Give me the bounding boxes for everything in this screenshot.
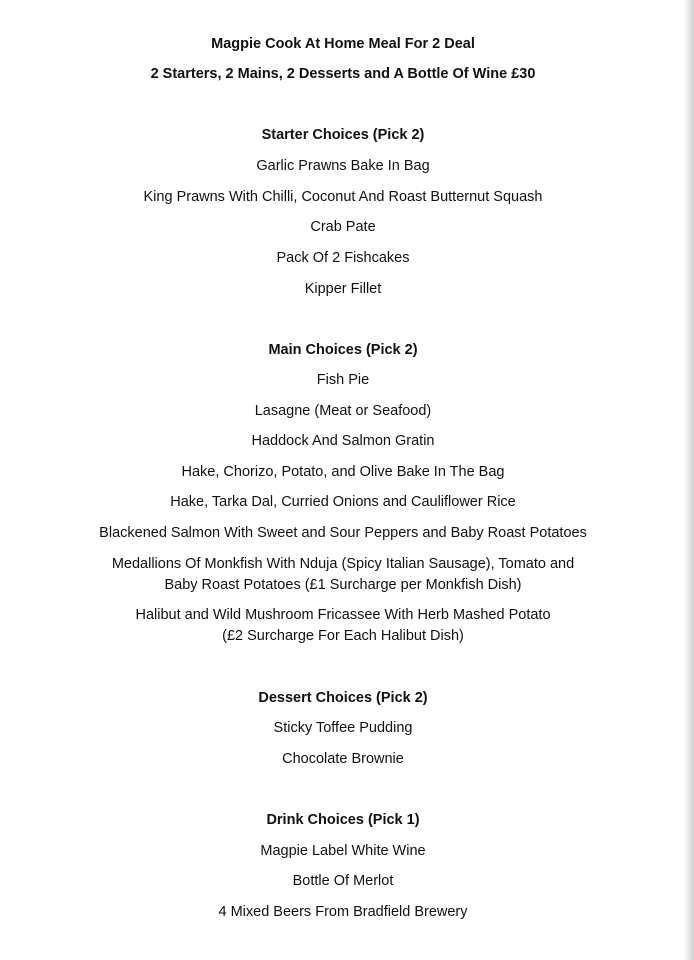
main-item: Hake, Chorizo, Potato, and Olive Bake In The Bag: [181, 464, 505, 480]
dessert-item: Chocolate Brownie: [282, 751, 404, 767]
starter-item: Crab Pate: [310, 219, 376, 235]
main-item-monkfish-line2: Baby Roast Potatoes (£1 Surcharge per Monkfish Dish): [164, 577, 522, 593]
drink-heading: Drink Choices (Pick 1): [266, 812, 420, 828]
starter-heading: Starter Choices (Pick 2): [261, 127, 425, 143]
drink-item: Bottle Of Merlot: [292, 873, 394, 889]
main-item-halibut-line1: Halibut and Wild Mushroom Fricassee With Herb Mashed Potato: [135, 607, 551, 623]
main-item: Blackened Salmon With Sweet and Sour Peppers and Baby Roast Potatoes: [99, 525, 587, 541]
drink-item: Magpie Label White Wine: [260, 843, 426, 859]
deal-subtitle: 2 Starters, 2 Mains, 2 Desserts and A Bottle Of Wine £30: [150, 66, 536, 82]
main-heading: Main Choices (Pick 2): [268, 342, 418, 358]
starter-item: Garlic Prawns Bake In Bag: [256, 158, 430, 174]
main-item: Hake, Tarka Dal, Curried Onions and Cauliflower Rice: [170, 494, 516, 510]
page-edge-shadow: [684, 0, 694, 960]
main-item: Haddock And Salmon Gratin: [251, 433, 435, 449]
starter-item: Kipper Fillet: [304, 281, 382, 297]
main-item: Fish Pie: [316, 372, 370, 388]
main-item-monkfish-line1: Medallions Of Monkfish With Nduja (Spicy Italian Sausage), Tomato and: [111, 556, 575, 572]
main-item-halibut-line2: (£2 Surcharge For Each Halibut Dish): [222, 628, 464, 644]
starter-item: King Prawns With Chilli, Coconut And Roast Butternut Squash: [143, 189, 543, 205]
main-item: Lasagne (Meat or Seafood): [254, 403, 432, 419]
dessert-heading: Dessert Choices (Pick 2): [258, 690, 428, 706]
drink-item: 4 Mixed Beers From Bradfield Brewery: [218, 904, 468, 920]
starter-item: Pack Of 2 Fishcakes: [276, 250, 410, 266]
dessert-item: Sticky Toffee Pudding: [273, 720, 413, 736]
page-title: Magpie Cook At Home Meal For 2 Deal: [211, 36, 475, 52]
